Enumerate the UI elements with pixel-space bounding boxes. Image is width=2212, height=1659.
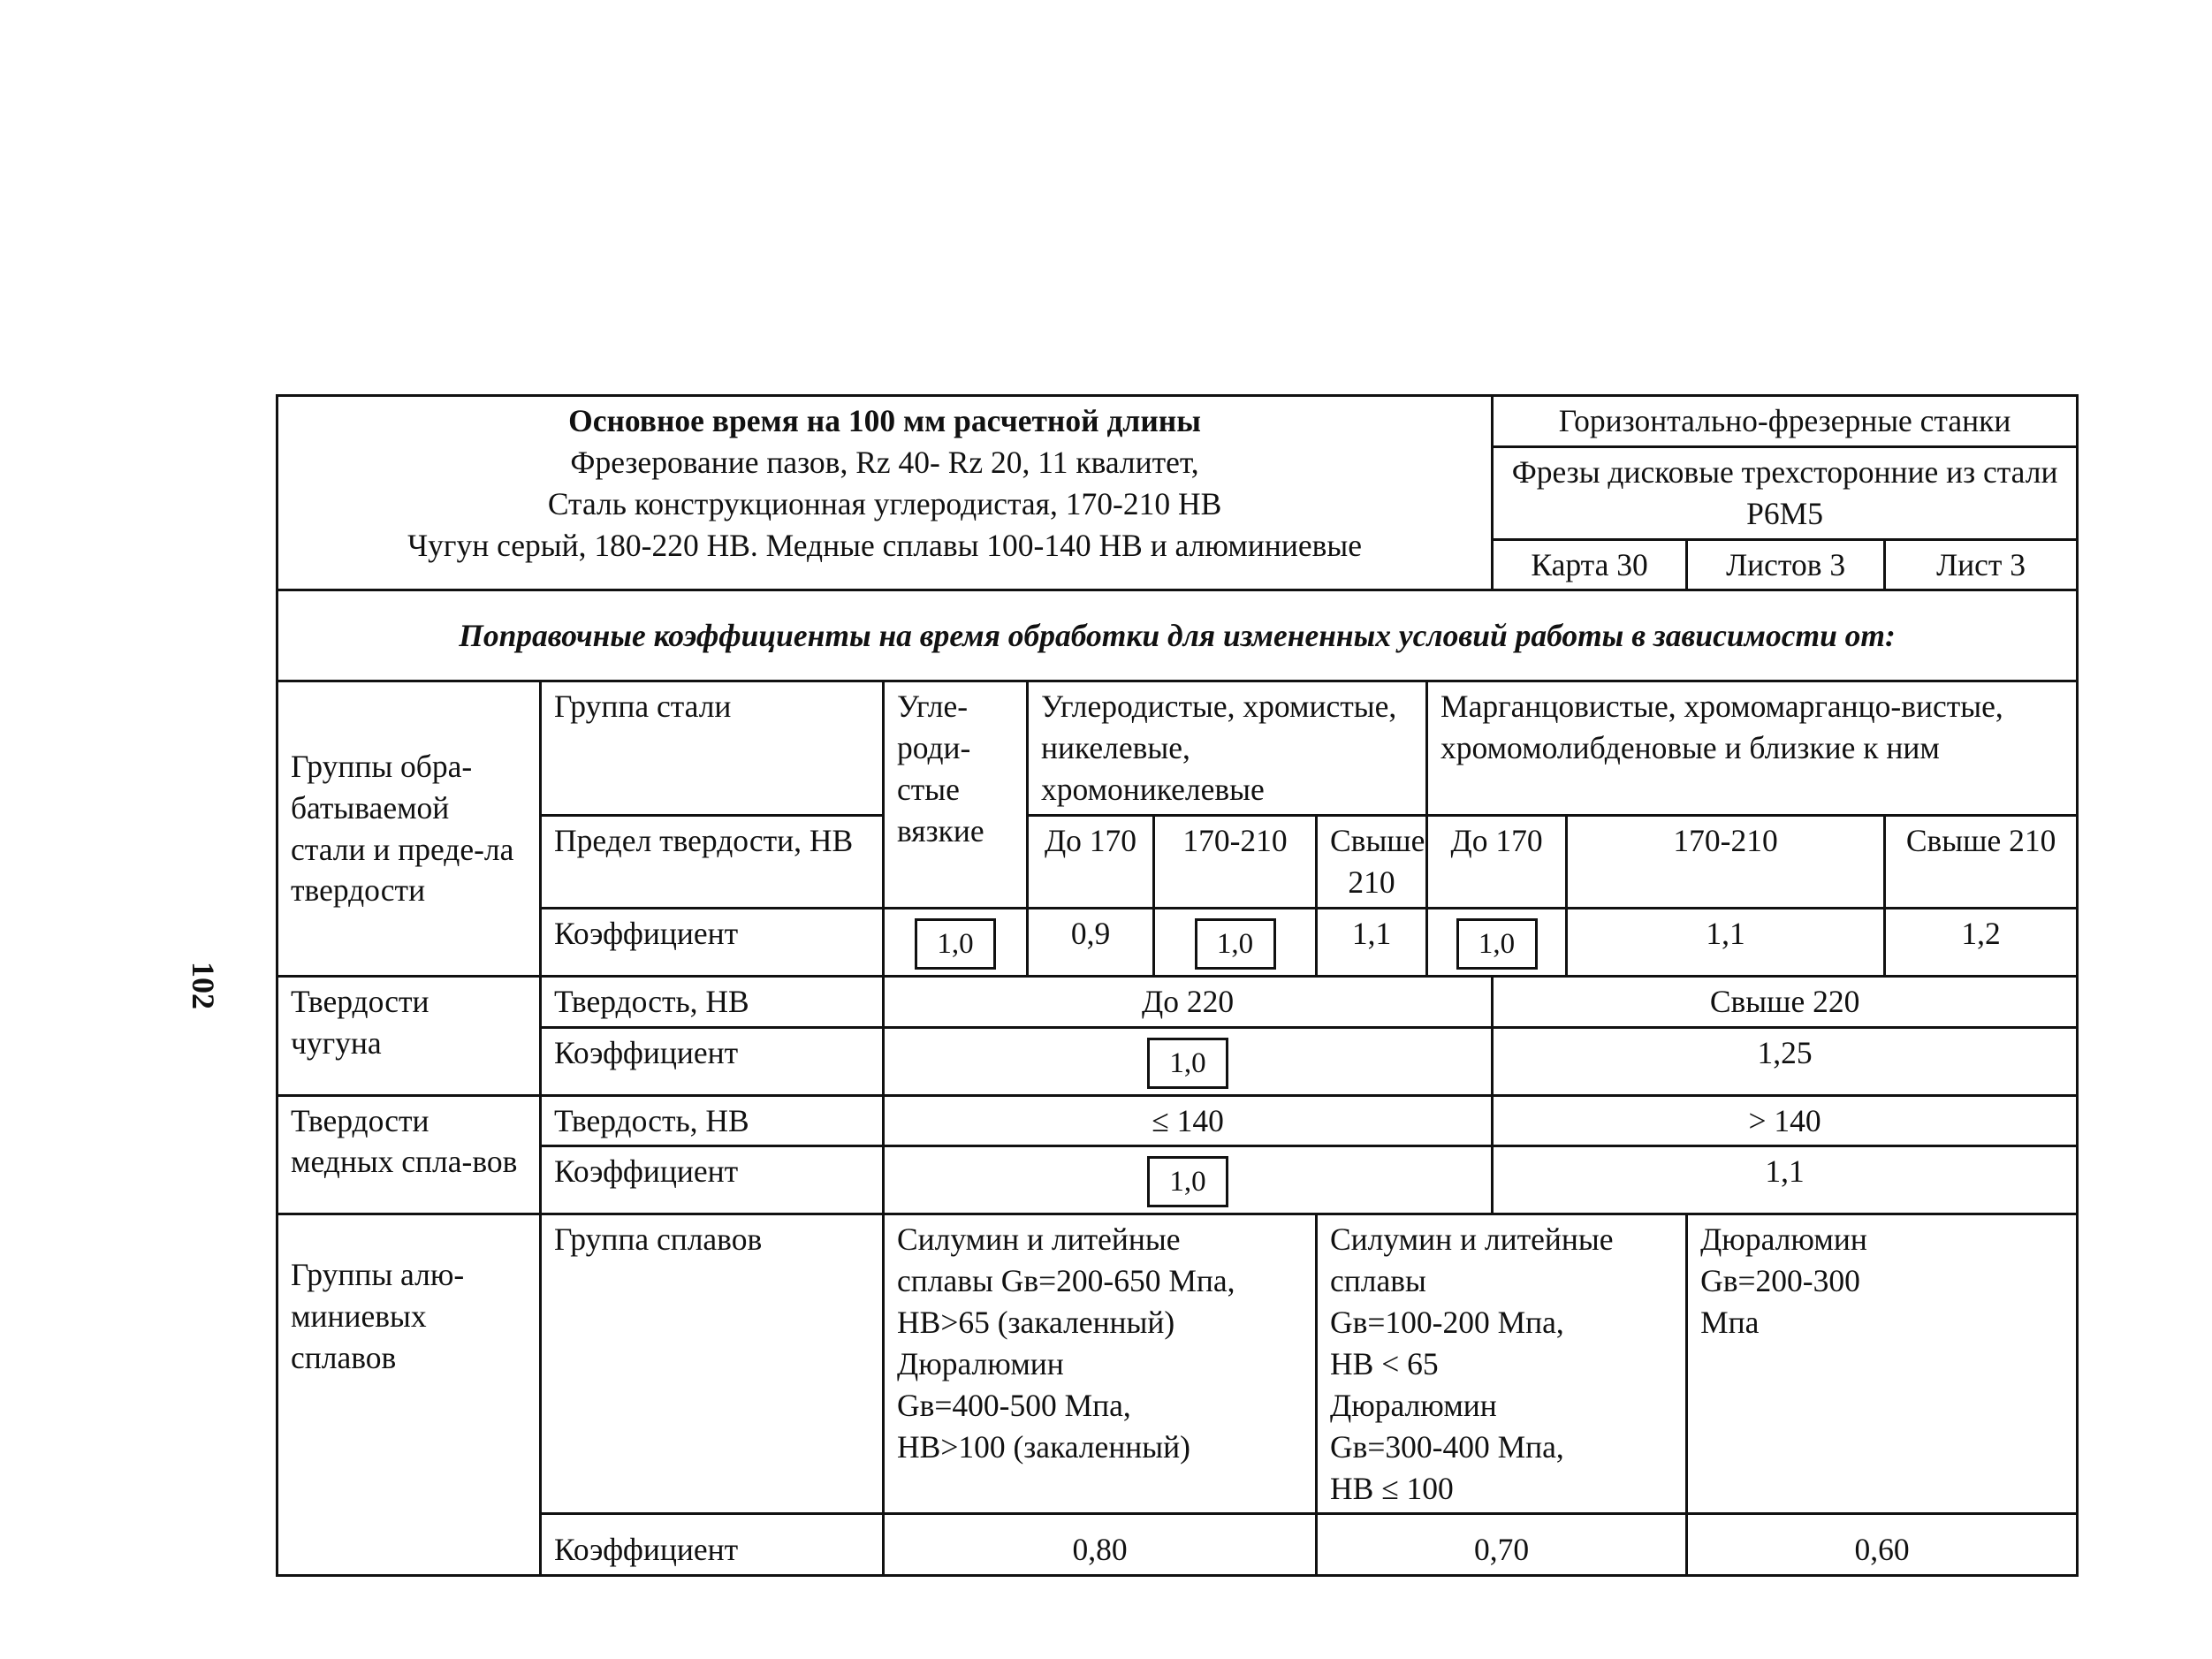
aluminum-group-2-line-2: Gв=100-200 Мпа,: [1330, 1305, 1564, 1341]
header-line-3: Сталь конструкционная углеродистая, 170-210 НВ: [547, 485, 1222, 521]
copper-coef-cell-1: [884, 1146, 1493, 1214]
steel-coef-cell-0: [884, 908, 1028, 976]
copper-coef-row: [277, 1146, 2078, 1214]
header-line-2: Фрезерование пазов, Rz 40- Rz 20, 11 квалитет,: [570, 444, 1199, 480]
aluminum-coef-1: 0,80: [884, 1514, 1317, 1576]
copper-hardness-1: ≤ 140: [884, 1095, 1493, 1146]
copper-coef-1: 1,0: [1147, 1156, 1228, 1207]
steel-coef-1: 0,9: [1028, 908, 1154, 976]
steel-coef-4: 1,0: [1456, 918, 1538, 970]
steel-group-row: [277, 681, 2078, 816]
aluminum-group-2-line-1: Силумин и литейные сплавы: [1330, 1221, 1614, 1299]
sheets-count: Листов 3: [1687, 539, 1885, 590]
aluminum-group-1-line-1: Силумин и литейные: [897, 1221, 1181, 1258]
tool-type: Фрезы дисковые трехсторонние из стали Р6М5: [1493, 446, 2078, 539]
copper-coef-2: 1,1: [1493, 1146, 2078, 1214]
steel-hardness-3: Свыше 210: [1317, 816, 1427, 909]
aluminum-group-2-line-3: НВ < 65: [1330, 1346, 1439, 1382]
cast-iron-hardness-label: Твердость, НВ: [541, 976, 884, 1027]
subtitle-row: [277, 590, 2078, 681]
steel-coef-label: Коэффициент: [541, 908, 884, 976]
aluminum-group-3-line-3: Мпа: [1700, 1305, 1760, 1341]
aluminum-group-label: Группа сплавов: [541, 1214, 884, 1514]
copper-hardness-label: Твердость, НВ: [541, 1095, 884, 1146]
steel-coef-cell-2: [1154, 908, 1317, 976]
copper-hardness-2: > 140: [1493, 1095, 2078, 1146]
steel-manganese: Марганцовистые, хромомарганцо-вистые, хромомолибденовые и близкие к ним: [1427, 681, 2078, 816]
aluminum-group-2-line-5: Gв=300-400 Мпа,: [1330, 1428, 1564, 1465]
aluminum-group-2-line-6: НВ ≤ 100: [1330, 1470, 1454, 1506]
aluminum-coef-label: Коэффициент: [541, 1514, 884, 1576]
aluminum-group-1-line-4: Дюралюмин: [897, 1346, 1064, 1382]
steel-hardness-6: Свыше 210: [1885, 816, 2078, 909]
cast-iron-coef-row: [277, 1027, 2078, 1095]
header-row-1: [277, 396, 2078, 447]
steel-coef-row: [277, 908, 2078, 976]
aluminum-coef-2: 0,70: [1317, 1514, 1687, 1576]
aluminum-group-1-line-2: сплавы Gв=200-650 Мпа,: [897, 1263, 1235, 1299]
cast-iron-hardness-2: Свыше 220: [1493, 976, 2078, 1027]
copper-coef-label: Коэффициент: [541, 1146, 884, 1214]
aluminum-group-1: [884, 1214, 1317, 1514]
steel-hardness-5: 170-210: [1567, 816, 1885, 909]
steel-hardness-label: Предел твердости, НВ: [541, 816, 884, 909]
steel-coef-3: 1,1: [1317, 908, 1427, 976]
cast-iron-hardness-1: До 220: [884, 976, 1493, 1027]
aluminum-group-3-line-1: Дюралюмин: [1700, 1221, 1867, 1258]
card-number: Карта 30: [1493, 539, 1687, 590]
sheet-number: Лист 3: [1885, 539, 2078, 590]
aluminum-group-2: [1317, 1214, 1687, 1514]
header-description: [277, 396, 1493, 590]
norms-table: [276, 394, 2079, 1577]
aluminum-group-3-line-2: Gв=200-300: [1700, 1263, 1860, 1299]
cast-iron-row-label: Твердости чугуна: [277, 976, 541, 1095]
subtitle: Поправочные коэффициенты на время обработки для измененных условий работы в зависимости от:: [277, 590, 2078, 681]
steel-carbon-viscous: Угле-роди-стые вязкие: [884, 681, 1028, 908]
aluminum-row-label: Группы алю-миниевых сплавов: [277, 1214, 541, 1576]
header-line-4: Чугун серый, 180-220 НВ. Медные сплавы 100-140 НВ и алюминиевые: [407, 527, 1362, 563]
steel-coef-2: 1,0: [1195, 918, 1276, 970]
steel-coef-cell-4: [1427, 908, 1567, 976]
steel-hardness-1: До 170: [1028, 816, 1154, 909]
page-number: 102: [186, 962, 221, 1009]
steel-row-label: Группы обра-батываемой стали и преде-ла твердости: [277, 681, 541, 976]
cast-iron-coef-label: Коэффициент: [541, 1027, 884, 1095]
cast-iron-hardness-row: [277, 976, 2078, 1027]
aluminum-group-3: [1687, 1214, 2078, 1514]
copper-row-label: Твердости медных спла-вов: [277, 1095, 541, 1214]
steel-coef-0: 1,0: [915, 918, 996, 970]
aluminum-group-2-line-4: Дюралюмин: [1330, 1387, 1497, 1423]
cast-iron-coef-1: 1,0: [1147, 1038, 1228, 1089]
aluminum-coef-3: 0,60: [1687, 1514, 2078, 1576]
aluminum-group-1-line-5: Gв=400-500 Мпа,: [897, 1387, 1131, 1423]
copper-hardness-row: [277, 1095, 2078, 1146]
aluminum-group-row: [277, 1214, 2078, 1514]
aluminum-coef-row: [277, 1514, 2078, 1576]
aluminum-group-1-line-3: НВ>65 (закаленный): [897, 1305, 1175, 1341]
steel-group-label: Группа стали: [541, 681, 884, 816]
steel-coef-6: 1,2: [1885, 908, 2078, 976]
steel-hardness-2: 170-210: [1154, 816, 1317, 909]
cast-iron-coef-cell-1: [884, 1027, 1493, 1095]
cast-iron-coef-2: 1,25: [1493, 1027, 2078, 1095]
aluminum-group-1-line-6: НВ>100 (закаленный): [897, 1428, 1190, 1465]
machine-type: Горизонтально-фрезерные станки: [1493, 396, 2078, 447]
steel-carbon-chrome: Углеродистые, хромистые, никелевые, хромоникелевые: [1028, 681, 1427, 816]
steel-coef-5: 1,1: [1567, 908, 1885, 976]
steel-hardness-4: До 170: [1427, 816, 1567, 909]
steel-hardness-row: [277, 816, 2078, 909]
header-title: Основное время на 100 мм расчетной длины: [568, 403, 1201, 438]
